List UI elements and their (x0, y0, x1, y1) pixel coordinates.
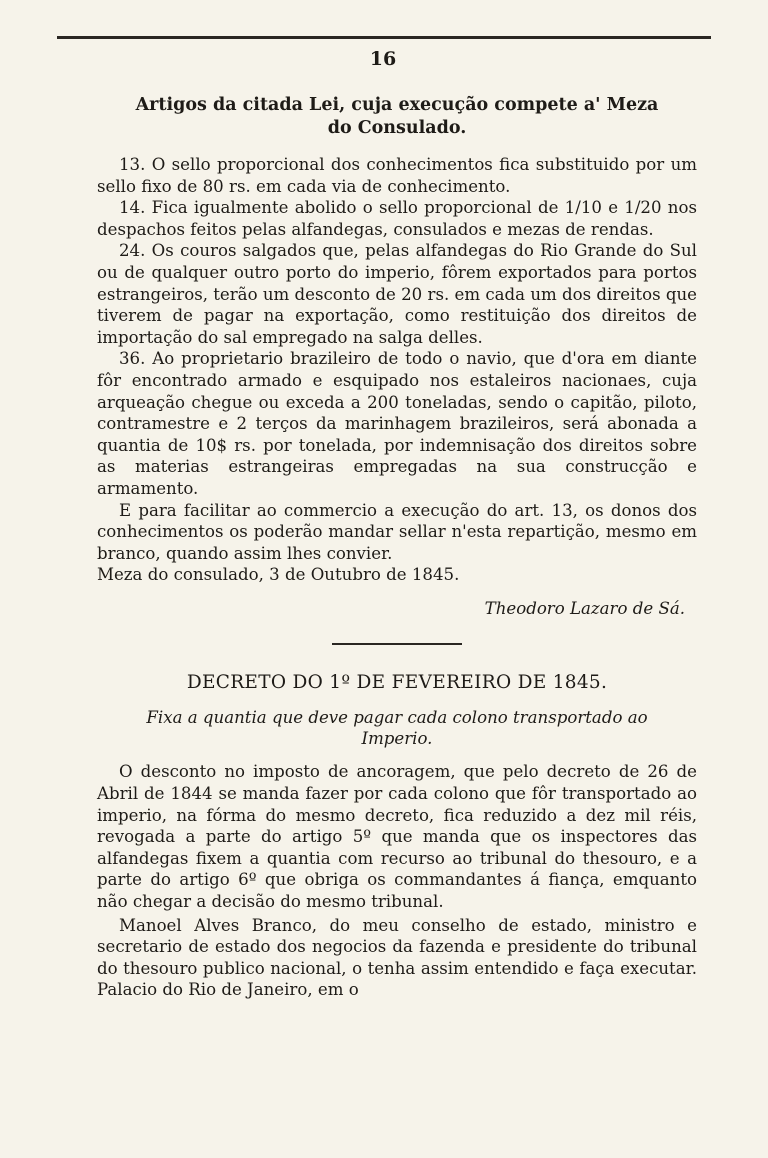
document-page (97, 46, 697, 1001)
article-36-paragraph: 36. Ao proprietario brazileiro de todo o navio, que d'ora em diante fôr encontrado armado e esquipado nos estaleiros nacionaes, cuja arqueação chegue ou exceda a 200 toneladas, sendo o capitão, piloto, contramestre e 2 terços da marinhagem brazileiros, será abonada a quantia de 10$ rs. por tonelada, por indemnisação dos direitos sobre as materias estrangeiras empregadas na sua construcção e armamento. (97, 349, 697, 498)
article-13-paragraph: 13. O sello proporcional dos conhecimentos fica substituido por um sello fixo de 80 rs. em cada via de conhecimento. (97, 155, 697, 196)
article-24-paragraph: 24. Os couros salgados que, pelas alfandegas do Rio Grande do Sul ou de qualquer outro porto do imperio, fôrem exportados para portos estrangeiros, terão um desconto de 20 rs. em cada um dos direitos que tiverem de pagar na exportação, como restituição dos direitos de importação do sal empregado na salga delles. (97, 241, 697, 347)
section-title (97, 94, 697, 140)
decree-title: DECRETO DO 1º DE FEVEREIRO DE 1845. (186, 672, 608, 694)
top-rule (57, 36, 711, 39)
date-line: Meza do consulado, 3 de Outubro de 1845. (97, 565, 460, 585)
signature: Theodoro Lazaro de Sá. (484, 598, 685, 618)
section-title-line1: Artigos da citada Lei, cuja execução compete a' Meza (135, 95, 659, 115)
section-divider (332, 643, 462, 645)
decree-paragraph-1: O desconto no imposto de ancoragem, que pelo decreto de 26 de Abril de 1844 se manda fazer por cada colono que fôr transportado ao imperio, na fórma do mesmo decreto, fica reduzido a dez mil réis, revogada a parte do artigo 5º que manda que os inspectores das alfandegas fixem a quantia com recurso ao tribunal do thesouro, e a parte do artigo 6º que obriga os commandantes á fiança, emquanto não chegar a decisão do mesmo tribunal. (97, 762, 697, 912)
decree-subtitle-line1: Fixa a quantia que deve pagar cada colono transportado ao (146, 708, 648, 728)
page-number: 16 (369, 48, 397, 70)
article-14-paragraph: 14. Fica igualmente abolido o sello proporcional de 1/10 e 1/20 nos despachos feitos pelas alfandegas, consulados e mezas de rendas. (97, 198, 697, 239)
section-title-line2: do Consulado. (327, 118, 467, 138)
decree-subtitle (97, 707, 697, 749)
decree-subtitle-line2: Imperio. (361, 729, 433, 749)
decree-paragraph-2: Manoel Alves Branco, do meu conselho de estado, ministro e secretario de estado dos negocios da fazenda e presidente do tribunal do thesouro publico nacional, o tenha assim entendido e faça executar. Palacio do Rio de Janeiro, em o (97, 915, 697, 1000)
facilitation-paragraph: E para facilitar ao commercio a execução do art. 13, os donos dos conhecimentos os poderão mandar sellar n'esta repartição, mesmo em branco, quando assim lhes convier. (97, 500, 697, 563)
